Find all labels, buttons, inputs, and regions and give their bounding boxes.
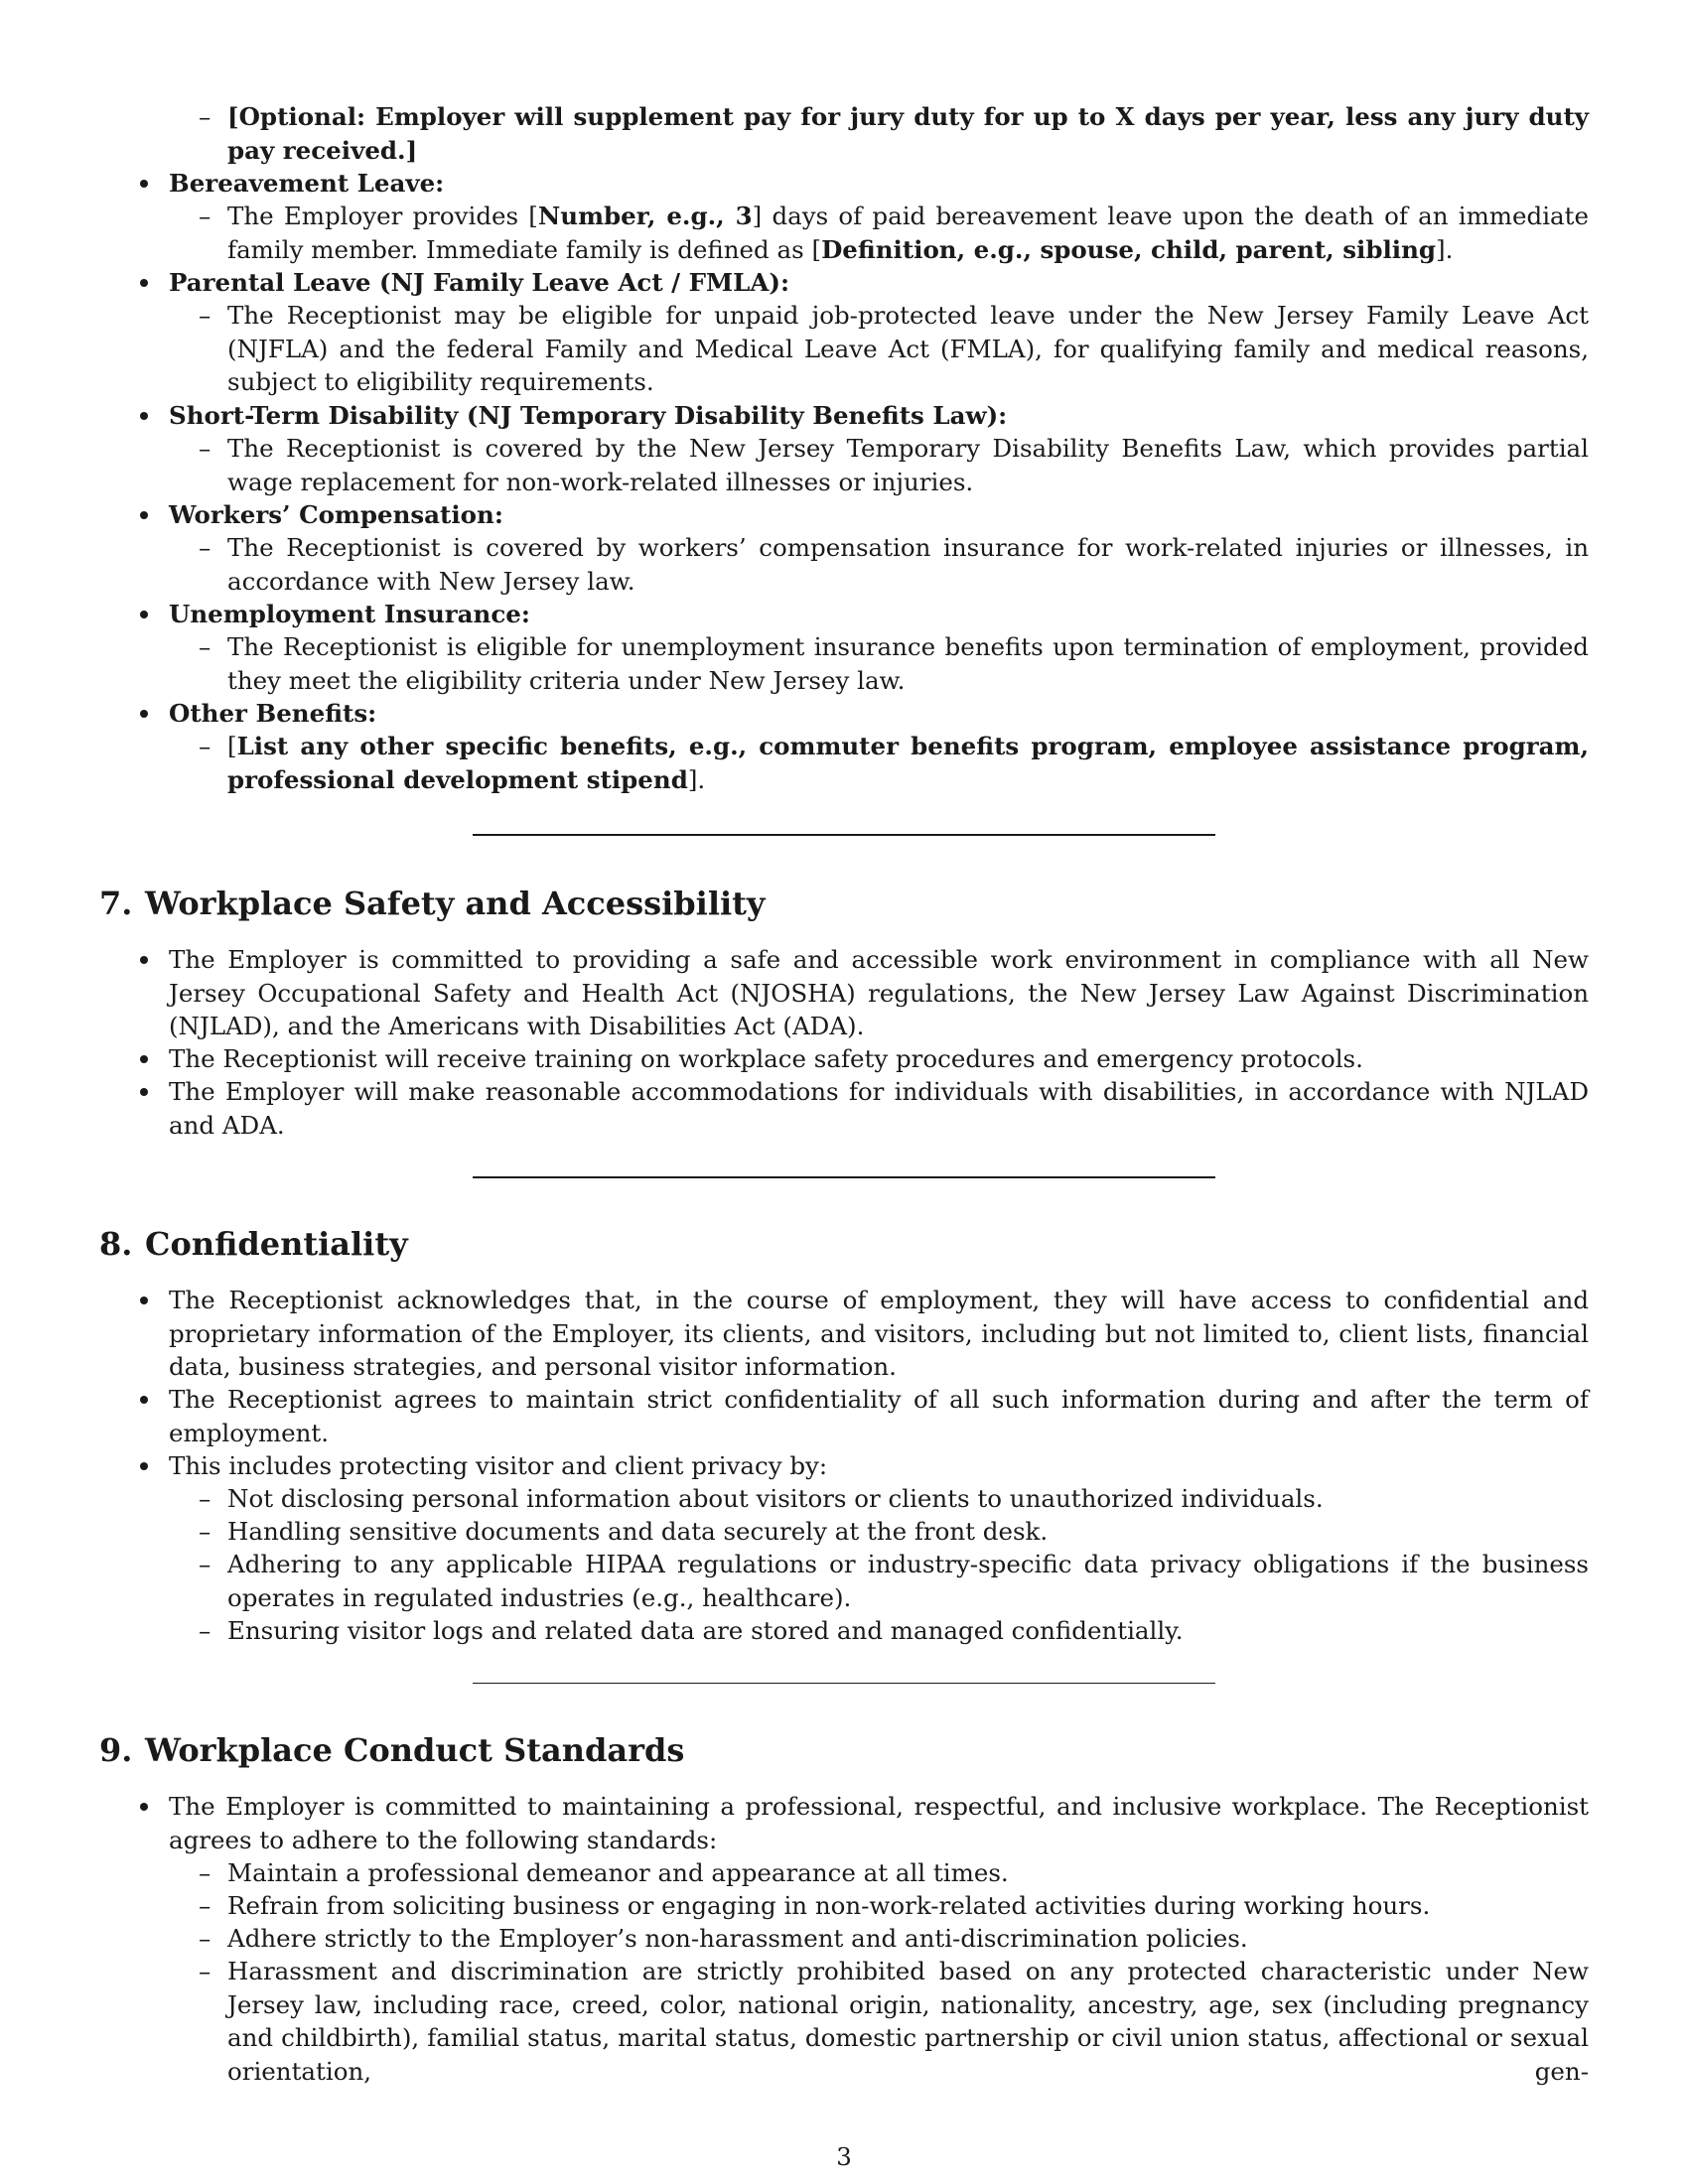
parental-heading: Parental Leave (NJ Family Leave Act / FMLA): bbox=[169, 268, 790, 297]
dash-marker: – bbox=[199, 1517, 211, 1546]
unemployment-heading: Unemployment Insurance: bbox=[169, 600, 530, 628]
section-8-bullet: The Receptionist acknowledges that, in the course of employment, they will have access to confidential and proprietary information of the Employer, its clients, and visitors, including but not limited to, client lists, financial data, business strategies, and personal visitor information. bbox=[169, 1286, 1589, 1381]
section-9-subitem: Adhere strictly to the Employer’s non-harassment and anti-discrimination policies. bbox=[227, 1924, 1248, 1953]
dash-marker: – bbox=[199, 1484, 211, 1513]
section-divider bbox=[473, 834, 1215, 836]
section-divider bbox=[473, 1176, 1215, 1178]
jury-duty-optional: [Optional: Employer will supplement pay for jury duty for up to X days per year, less any jury duty pay received.] bbox=[227, 102, 1589, 165]
section-8-subitem: Adhering to any applicable HIPAA regulations or industry-specific data privacy obligations if the business operates in regulated industries (e.g., healthcare). bbox=[227, 1550, 1589, 1612]
dash-marker: – bbox=[199, 732, 211, 760]
section-8-bullet: The Receptionist agrees to maintain strict confidentiality of all such information during and after the term of employment. bbox=[169, 1385, 1589, 1447]
bullet-icon bbox=[140, 1088, 148, 1096]
dash-marker: – bbox=[199, 1616, 211, 1645]
unemployment-text: The Receptionist is eligible for unemployment insurance benefits upon termination of employment, provided they meet the eligibility criteria under New Jersey law. bbox=[227, 632, 1589, 695]
section-9-subitem: Maintain a professional demeanor and appearance at all times. bbox=[227, 1858, 1009, 1887]
bullet-icon bbox=[140, 611, 148, 618]
bullet-icon bbox=[140, 1462, 148, 1470]
bullet-icon bbox=[140, 1055, 148, 1063]
bullet-icon bbox=[140, 956, 148, 964]
dash-marker: – bbox=[199, 434, 211, 463]
bullet-icon bbox=[140, 511, 148, 519]
dash-marker: – bbox=[199, 301, 211, 330]
dash-marker: – bbox=[199, 533, 211, 562]
dash-marker: – bbox=[199, 102, 211, 131]
section-9-intro: The Employer is committed to maintaining a professional, respectful, and inclusive workplace. The Receptionist agrees to adhere to the following standards: bbox=[169, 1792, 1589, 1854]
bullet-icon bbox=[140, 412, 148, 420]
bullet-icon bbox=[140, 1297, 148, 1304]
dash-marker: – bbox=[199, 1891, 211, 1920]
section-8-subitem: Ensuring visitor logs and related data are stored and managed confidentially. bbox=[227, 1616, 1184, 1645]
disability-text: The Receptionist is covered by the New Jersey Temporary Disability Benefits Law, which provides partial wage replacement for non-work-related illnesses or injuries. bbox=[227, 434, 1589, 496]
other-benefits-text: [List any other specific benefits, e.g., commuter benefits program, employee assistance program, professional development stipend]. bbox=[227, 732, 1589, 794]
bereavement-heading: Bereavement Leave: bbox=[169, 169, 445, 198]
section-9-heading: 9. Workplace Conduct Standards bbox=[99, 1731, 685, 1769]
dash-marker: – bbox=[199, 1924, 211, 1953]
section-7-bullet: The Employer is committed to providing a safe and accessible work environment in compliance with all New Jersey Occupational Safety and Health Act (NJOSHA) regulations, the New Jersey Law Against Discrimination (NJLAD), and the Americans with Disabilities Act (ADA). bbox=[169, 945, 1589, 1040]
section-8-heading: 8. Confidentiality bbox=[99, 1225, 408, 1263]
section-7-bullet: The Employer will make reasonable accommodations for individuals with disabilities, in accordance with NJLAD and ADA. bbox=[169, 1077, 1589, 1140]
section-8-bullet: This includes protecting visitor and client privacy by: bbox=[169, 1451, 828, 1480]
workers-comp-heading: Workers’ Compensation: bbox=[169, 500, 503, 529]
section-8-subitem: Not disclosing personal information about visitors or clients to unauthorized individuals. bbox=[227, 1484, 1324, 1513]
section-8-subitem: Handling sensitive documents and data securely at the front desk. bbox=[227, 1517, 1049, 1546]
bereavement-text: The Employer provides [Number, e.g., 3] days of paid bereavement leave upon the death of an immediate family member. Immediate family is defined as [Definition, e.g., spouse, child, parent, sibling]. bbox=[227, 202, 1589, 264]
disability-heading: Short-Term Disability (NJ Temporary Disability Benefits Law): bbox=[169, 401, 1008, 430]
workers-comp-text: The Receptionist is covered by workers’ compensation insurance for work-related injuries or illnesses, in accordance with New Jersey law. bbox=[227, 533, 1589, 596]
bullet-icon bbox=[140, 279, 148, 287]
section-divider bbox=[473, 1683, 1215, 1684]
section-9-subitem: Refrain from soliciting business or engaging in non-work-related activities during working hours. bbox=[227, 1891, 1431, 1920]
dash-marker: – bbox=[199, 1550, 211, 1578]
section-7-bullet: The Receptionist will receive training on workplace safety procedures and emergency protocols. bbox=[169, 1044, 1363, 1073]
page-number: 3 bbox=[836, 2142, 852, 2171]
dash-marker: – bbox=[199, 202, 211, 230]
bullet-icon bbox=[140, 180, 148, 188]
parental-text: The Receptionist may be eligible for unpaid job-protected leave under the New Jersey Family Leave Act (NJFLA) and the federal Family and Medical Leave Act (FMLA), for qualifying family and medical reasons, subject to eligibility requirements. bbox=[227, 301, 1589, 396]
bullet-icon bbox=[140, 710, 148, 718]
dash-marker: – bbox=[199, 1858, 211, 1887]
dash-marker: – bbox=[199, 632, 211, 661]
dash-marker: – bbox=[199, 1957, 211, 1985]
bullet-icon bbox=[140, 1396, 148, 1404]
bullet-icon bbox=[140, 1803, 148, 1811]
section-7-heading: 7. Workplace Safety and Accessibility bbox=[99, 885, 766, 922]
other-benefits-heading: Other Benefits: bbox=[169, 699, 377, 728]
section-9-subitem: Harassment and discrimination are strictly prohibited based on any protected characteristic under New Jersey law, including race, creed, color, national origin, nationality, ancestry, age, sex (including pregnancy and childbirth), familial status, marital status, domestic partnership or civil union status, affectional or sexual orientation, gen- bbox=[227, 1957, 1589, 2086]
